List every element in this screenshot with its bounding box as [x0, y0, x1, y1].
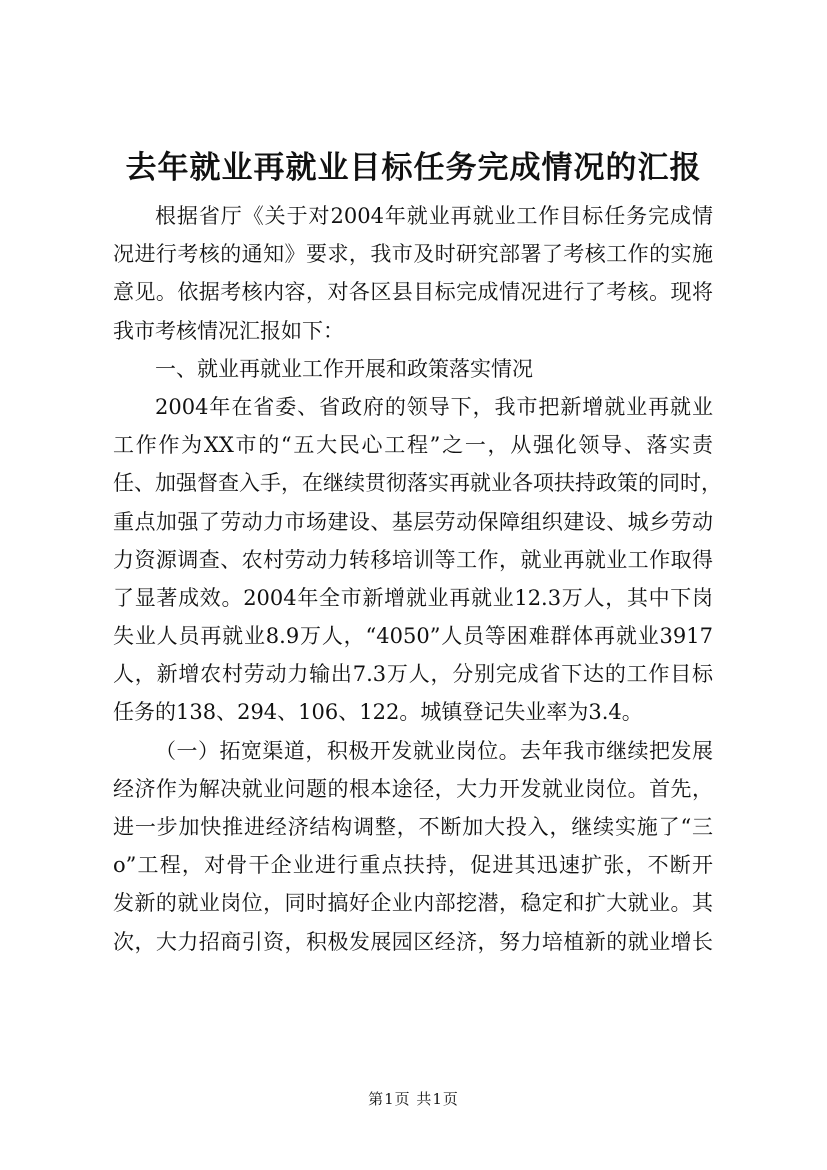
body-line: 力资源调查、农村劳动力转移培训等工作，就业再就业工作取得: [113, 547, 713, 572]
body-line: 2004年在省委、省政府的领导下，我市把新增就业再就业: [155, 394, 713, 419]
body-line: 次，大力招商引资，积极发展园区经济，努力培植新的就业增长: [113, 929, 713, 954]
body-line: 况进行考核的通知》要求，我市及时研究部署了考核工作的实施: [113, 242, 713, 267]
body-line: 经济作为解决就业问题的根本途径，大力开发就业岗位。首先，: [113, 776, 713, 801]
body-line: 意见。依据考核内容，对各区县目标完成情况进行了考核。现将: [113, 280, 713, 305]
body-line: o”工程，对骨干企业进行重点扶持，促进其迅速扩张，不断开: [113, 853, 713, 878]
document-title: 去年就业再就业目标任务完成情况的汇报: [125, 150, 702, 186]
body-line: 任、加强督查入手，在继续贯彻落实再就业各项扶持政策的同时，: [113, 471, 722, 496]
body-line: 失业人员再就业8.9万人，“4050”人员等困难群体再就业3917: [113, 624, 713, 649]
body-line: 了显著成效。2004年全市新增就业再就业12.3万人，其中下岗: [113, 585, 713, 610]
body-line: 工作作为XX市的“五大民心工程”之一，从强化领导、落实责: [113, 433, 713, 458]
body-line: 任务的138、294、106、122。城镇登记失业率为3.4。: [113, 700, 643, 725]
page-footer: 第1页 共1页: [368, 1090, 459, 1108]
section-heading: 一、就业再就业工作开展和政策落实情况: [155, 356, 533, 381]
body-line: 重点加强了劳动力市场建设、基层劳动保障组织建设、城乡劳动: [113, 509, 713, 534]
body-line: 我市考核情况汇报如下：: [113, 318, 344, 343]
body-line: 人，新增农村劳动力输出7.3万人，分别完成省下达的工作目标: [113, 662, 713, 687]
body-line: 发新的就业岗位，同时搞好企业内部挖潜，稳定和扩大就业。其: [113, 891, 713, 916]
body-line: （一）拓宽渠道，积极开发就业岗位。去年我市继续把发展: [155, 738, 713, 763]
body-line: 根据省厅《关于对2004年就业再就业工作目标任务完成情: [155, 204, 713, 228]
body-line: 进一步加快推进经济结构调整，不断加大投入，继续实施了“三: [113, 815, 713, 839]
document-body: [113, 197, 722, 961]
